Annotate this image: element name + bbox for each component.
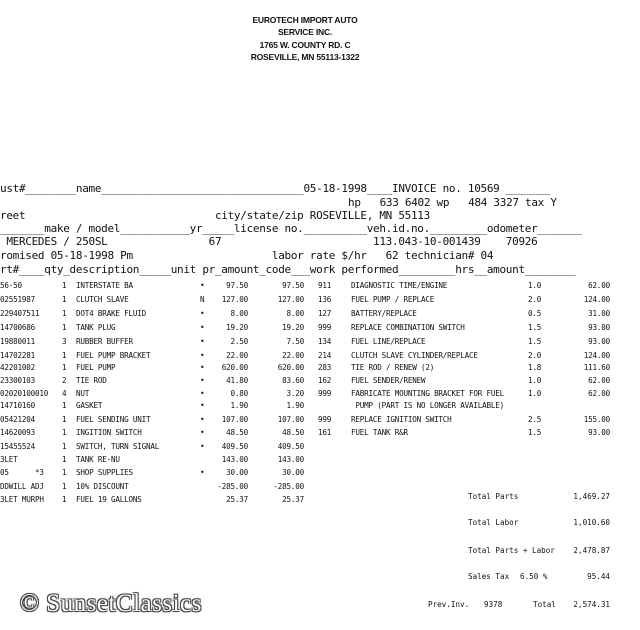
invoice-line-vehicle: MERCEDES / 250SL 67 113.043-10-001439 70926	[0, 235, 538, 248]
labor-hrs: 1.5	[528, 338, 542, 346]
parts-desc: FUEL PUMP BRACKET	[76, 352, 151, 360]
parts-flag: •	[200, 377, 205, 385]
parts-flag: •	[200, 282, 205, 290]
parts-amount: 409.50	[277, 443, 304, 451]
total-parts-label: Total Parts	[468, 492, 519, 501]
labor-code: 214	[318, 352, 332, 360]
labor-work: FABRICATE MOUNTING BRACKET FOR FUEL	[351, 390, 505, 398]
parts-qty: 1	[62, 352, 67, 360]
parts-amount: 22.00	[282, 352, 304, 360]
labor-code: 161	[318, 429, 332, 437]
parts-desc: TANK RE-NU	[76, 456, 120, 464]
labor-work: REPLACE COMBINATION SWITCH	[351, 324, 465, 332]
sales-tax-label: Sales Tax	[468, 572, 510, 581]
parts-part: 14710160	[0, 402, 35, 410]
labor-amount: 62.00	[588, 282, 610, 290]
parts-part: 02020100010	[0, 390, 49, 398]
parts-unit: 2.50	[230, 338, 248, 346]
parts-part: 14700686	[0, 324, 35, 332]
parts-amount: -285.00	[273, 483, 304, 491]
labor-amount: 93.00	[588, 429, 610, 437]
parts-amount: 97.50	[282, 282, 304, 290]
labor-amount: 93.00	[588, 324, 610, 332]
labor-hrs: 2.0	[528, 296, 542, 304]
total-labor-value: 1,010.60	[573, 518, 610, 527]
parts-amount: 7.50	[286, 338, 304, 346]
parts-qty: 1	[62, 429, 67, 437]
parts-part: 3LET	[0, 456, 18, 464]
labor-hrs: 1.5	[528, 324, 542, 332]
labor-hrs: 2.5	[528, 416, 542, 424]
labor-work: REPLACE IGNITION SWITCH	[351, 416, 452, 424]
shop-name-line2: SERVICE INC.	[277, 27, 333, 37]
labor-code: 127	[318, 310, 332, 318]
parts-qty: 1	[62, 443, 67, 451]
labor-work: BATTERY/REPLACE	[351, 310, 417, 318]
labor-amount: 155.00	[583, 416, 610, 424]
labor-hrs: 1.0	[528, 282, 542, 290]
sales-tax-rate: 6.50 %	[520, 572, 548, 581]
parts-qty: 1	[62, 282, 67, 290]
labor-code: 136	[318, 296, 332, 304]
labor-hrs: 2.0	[528, 352, 542, 360]
parts-amount: 127.00	[277, 296, 304, 304]
parts-unit: 41.80	[226, 377, 248, 385]
parts-amount: 83.60	[282, 377, 304, 385]
parts-desc: SHOP SUPPLIES	[76, 469, 133, 477]
parts-flag: •	[200, 416, 205, 424]
parts-flag: •	[200, 402, 205, 410]
labor-work: FUEL SENDER/RENEW	[351, 377, 426, 385]
parts-part: 56-50	[0, 282, 22, 290]
parts-qty: 4	[62, 390, 67, 398]
labor-amount: 124.00	[583, 352, 610, 360]
parts-qty: 2	[62, 377, 67, 385]
labor-work: DIAGNOSTIC TIME/ENGINE	[351, 282, 448, 290]
parts-desc: SWITCH, TURN SIGNAL	[76, 443, 160, 451]
labor-work: CLUTCH SLAVE CYLINDER/REPLACE	[351, 352, 478, 360]
labor-work: FUEL LINE/REPLACE	[351, 338, 426, 346]
parts-desc: FUEL 19 GALLONS	[76, 496, 142, 504]
labor-amount: 93.00	[588, 338, 610, 346]
invoice-line-promised: romised 05-18-1998 Pm labor rate $/hr 62 technician# 04	[0, 249, 494, 262]
labor-amount: 62.00	[588, 377, 610, 385]
parts-qty: 3	[62, 338, 67, 346]
parts-part: 3LET MURPH	[0, 496, 44, 504]
parts-part: 14620093	[0, 429, 35, 437]
parts-desc: TANK PLUG	[76, 324, 116, 332]
parts-amount: 48.50	[282, 429, 304, 437]
parts-part: 05421204	[0, 416, 35, 424]
labor-hrs: 1.0	[528, 390, 542, 398]
labor-amount: 31.00	[588, 310, 610, 318]
parts-qty: 1	[62, 402, 67, 410]
parts-flag: •	[200, 310, 205, 318]
labor-work: FUEL PUMP / REPLACE	[351, 296, 435, 304]
labor-hrs: 1.0	[528, 377, 542, 385]
invoice-line-street: reet city/state/zip ROSEVILLE, MN 55113	[0, 209, 430, 222]
parts-desc: DOT4 BRAKE FLUID	[76, 310, 146, 318]
parts-amount: 25.37	[282, 496, 304, 504]
prev-invoice-label: Prev.Inv.	[428, 600, 470, 609]
parts-amount: 3.20	[286, 390, 304, 398]
parts-flag: •	[200, 364, 205, 372]
labor-work: PUMP (PART IS NO LONGER AVAILABLE)	[351, 402, 505, 410]
labor-amount: 62.00	[588, 390, 610, 398]
parts-part: 14702281	[0, 352, 35, 360]
parts-qty: 1	[62, 496, 67, 504]
parts-unit: -285.00	[217, 483, 248, 491]
parts-unit: 25.37	[226, 496, 248, 504]
parts-desc: 10% DISCOUNT	[76, 483, 129, 491]
labor-code: 999	[318, 324, 332, 332]
parts-qty: 1	[62, 416, 67, 424]
sales-tax-value: 95.44	[587, 572, 610, 581]
parts-qty: 1	[62, 364, 67, 372]
labor-code: 283	[318, 364, 332, 372]
labor-work: FUEL TANK R&R	[351, 429, 408, 437]
parts-part: 23300103	[0, 377, 35, 385]
parts-flag: •	[200, 390, 205, 398]
parts-unit: 97.50	[226, 282, 248, 290]
parts-flag: •	[200, 443, 205, 451]
parts-part: DDWILL ADJ	[0, 483, 44, 491]
parts-amount: 8.00	[286, 310, 304, 318]
labor-amount: 124.00	[583, 296, 610, 304]
parts-unit: 127.00	[221, 296, 248, 304]
shop-address: 1765 W. COUNTY RD. C	[259, 40, 351, 50]
watermark: © SunsetClassics	[20, 590, 202, 617]
parts-desc: FUEL PUMP	[76, 364, 116, 372]
parts-flag: N	[200, 296, 205, 304]
parts-unit: 143.00	[221, 456, 248, 464]
parts-flag: •	[200, 352, 205, 360]
parts-flag: •	[200, 469, 205, 477]
parts-desc: GASKET	[76, 402, 103, 410]
invoice-line-columns: rt#____qty_description_____unit pr_amount_code___work performed_________hrs__amount________	[0, 263, 576, 276]
labor-hrs: 1.5	[528, 429, 542, 437]
labor-hrs: 0.5	[528, 310, 542, 318]
parts-amount: 107.00	[277, 416, 304, 424]
parts-desc: FUEL SENDING UNIT	[76, 416, 151, 424]
invoice-line-phone: hp 633 6402 wp 484 3327 tax Y	[348, 196, 557, 209]
parts-desc: TIE ROD	[76, 377, 107, 385]
parts-part: 02551987	[0, 296, 35, 304]
parts-unit: 48.50	[226, 429, 248, 437]
parts-flag: •	[200, 429, 205, 437]
parts-unit: 22.00	[226, 352, 248, 360]
parts-desc: INGITION SWITCH	[76, 429, 142, 437]
parts-desc: INTERSTATE BA	[76, 282, 133, 290]
parts-desc: NUT	[76, 390, 90, 398]
parts-unit: 0.80	[230, 390, 248, 398]
parts-unit: 8.00	[230, 310, 248, 318]
labor-code: 134	[318, 338, 332, 346]
parts-unit: 1.90	[230, 402, 248, 410]
parts-desc: RUBBER BUFFER	[76, 338, 133, 346]
prev-invoice-value: 9378	[484, 600, 503, 609]
parts-part: 42201002	[0, 364, 35, 372]
parts-flag: •	[200, 338, 205, 346]
parts-desc: CLUTCH SLAVE	[76, 296, 129, 304]
parts-unit: 107.00	[221, 416, 248, 424]
parts-qty: 1	[62, 483, 67, 491]
labor-code: 999	[318, 390, 332, 398]
parts-amount: 620.00	[277, 364, 304, 372]
parts-qty: 1	[62, 310, 67, 318]
grand-total-label: Total	[533, 600, 556, 609]
total-parts-labor-label: Total Parts + Labor	[468, 546, 555, 555]
invoice-line-vehicle-header: _______make / model___________yr_____license no.__________veh.id.no._________odometer_______	[0, 222, 582, 235]
parts-amount: 1.90	[286, 402, 304, 410]
labor-code: 911	[318, 282, 332, 290]
parts-flag: •	[200, 324, 205, 332]
parts-part: 15455524	[0, 443, 35, 451]
invoice-line-customer: ust#________name________________________________05-18-1998____INVOICE no. 10569 _______	[0, 182, 551, 195]
parts-amount: 30.00	[282, 469, 304, 477]
labor-amount: 111.60	[583, 364, 610, 372]
parts-qty: 1	[62, 469, 67, 477]
parts-unit: 19.20	[226, 324, 248, 332]
parts-part: 229407511	[0, 310, 40, 318]
parts-qty: 1	[62, 324, 67, 332]
labor-work: TIE ROD / RENEW (2)	[351, 364, 435, 372]
total-labor-label: Total Labor	[468, 518, 519, 527]
shop-name: EUROTECH IMPORT AUTO	[252, 15, 358, 25]
shop-city: ROSEVILLE, MN 55113-1322	[250, 52, 360, 62]
parts-qty: 1	[62, 296, 67, 304]
total-parts-labor-value: 2,478.87	[573, 546, 610, 555]
parts-unit: 620.00	[221, 364, 248, 372]
parts-amount: 143.00	[277, 456, 304, 464]
parts-qty: 1	[62, 456, 67, 464]
parts-unit: 409.50	[221, 443, 248, 451]
parts-part: 19880011	[0, 338, 35, 346]
grand-total-value: 2,574.31	[573, 600, 610, 609]
labor-code: 999	[318, 416, 332, 424]
labor-code: 162	[318, 377, 332, 385]
total-parts-value: 1,469.27	[573, 492, 610, 501]
parts-amount: 19.20	[282, 324, 304, 332]
parts-unit: 30.00	[226, 469, 248, 477]
parts-part: 05 *3	[0, 469, 44, 477]
labor-hrs: 1.8	[528, 364, 542, 372]
